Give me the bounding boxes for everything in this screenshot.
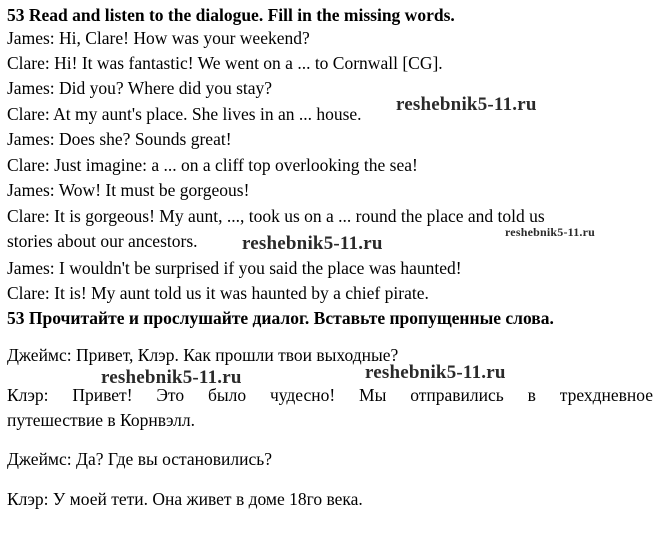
dialogue-line: Clare: Hi! It was fantastic! We went on a ... to Cornwall [CG]. (7, 53, 443, 73)
dialogue-line-ru: Клэр: Привет! Это было чудесно! Мы отправились в трехдневное (7, 385, 653, 405)
russian-heading: 53 Прочитайте и прослушайте диалог. Вставьте пропущенные слова. (7, 308, 554, 328)
watermark: reshebnik5-11.ru (242, 233, 383, 254)
dialogue-line-ru: путешествие в Корнвэлл. (7, 410, 195, 430)
dialogue-line: James: Did you? Where did you stay? (7, 78, 273, 98)
watermark: reshebnik5-11.ru (101, 367, 242, 388)
dialogue-line: Clare: Just imagine: a ... on a cliff top overlooking the sea! (7, 155, 418, 175)
dialogue-line: James: Hi, Clare! How was your weekend? (7, 28, 310, 48)
dialogue-line-ru: Джеймс: Привет, Клэр. Как прошли твои выходные? (7, 345, 399, 365)
dialogue-line: Clare: It is! My aunt told us it was haunted by a chief pirate. (7, 283, 429, 303)
watermark: reshebnik5-11.ru (396, 94, 537, 115)
dialogue-line: James: I wouldn't be surprised if you said the place was haunted! (7, 258, 462, 278)
dialogue-line: stories about our ancestors. (7, 231, 198, 251)
watermark: reshebnik5-11.ru (365, 362, 506, 383)
dialogue-line-ru: Джеймс: Да? Где вы остановились? (7, 449, 273, 469)
dialogue-line: Clare: At my aunt's place. She lives in an ... house. (7, 104, 362, 124)
english-heading: 53 Read and listen to the dialogue. Fill in the missing words. (7, 5, 455, 25)
watermark: reshebnik5-11.ru (505, 225, 595, 239)
dialogue-line: James: Does she? Sounds great! (7, 129, 232, 149)
dialogue-line: James: Wow! It must be gorgeous! (7, 180, 250, 200)
dialogue-line: Clare: It is gorgeous! My aunt, ..., took us on a ... round the place and told us (7, 206, 545, 226)
dialogue-line-ru: Клэр: У моей тети. Она живет в доме 18го века. (7, 489, 363, 509)
